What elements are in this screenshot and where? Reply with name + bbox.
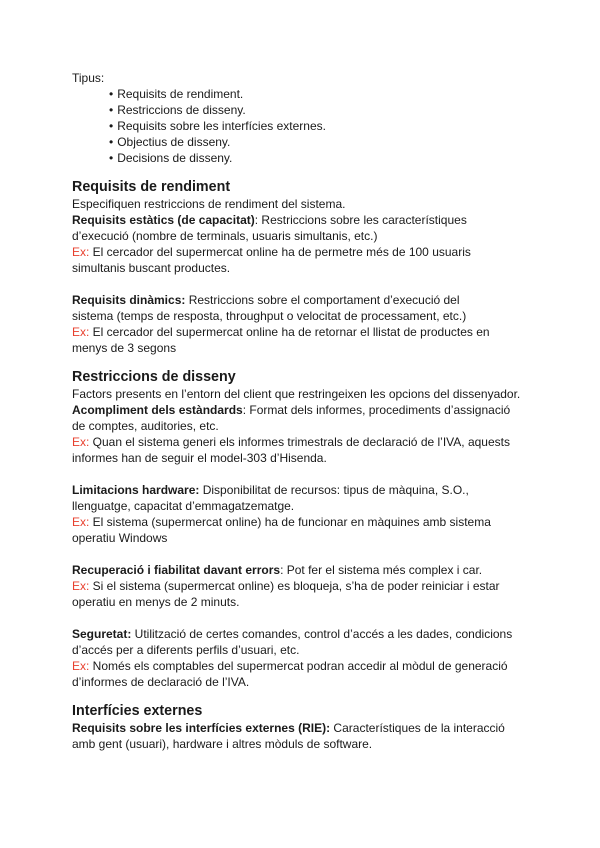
list-item: • Restriccions de disseny. [109,102,542,118]
heading-rendiment: Requisits de rendiment [72,179,231,195]
types-list [72,86,542,166]
recuperacio-paragraph: Recuperació i fiabilitat davant errors: Pot fer el sistema més complex i car. [72,563,483,577]
example-label: Ex: [72,325,90,339]
seguretat-example: Ex: Només els comptables del supermercat podran accedir al mòdul de generació [72,659,508,673]
rie-paragraph: Requisits sobre les interfícies externes (RIE): Característiques de la interacció [72,721,505,735]
heading-disseny: Restriccions de disseny [72,369,236,385]
list-item: • Requisits sobre les interfícies externes. [109,118,542,134]
rendiment-desc: Especifiquen restriccions de rendiment del sistema. [72,197,346,211]
estandards-paragraph: Acompliment dels estàndards: Format dels informes, procediments d’assignació [72,403,511,417]
rie-term: Requisits sobre les interfícies externes (RIE): [72,721,331,735]
dinamics-example: Ex: El cercador del supermercat online ha de retornar el llistat de productes en [72,325,490,339]
hardware-example: Ex: El sistema (supermercat online) ha de funcionar en màquines amb sistema [72,515,491,529]
hardware-example-cont: operatiu Windows [72,531,168,545]
recuperacio-example-cont: operatiu en menys de 2 minuts. [72,595,240,609]
dinamics-example-cont: menys de 3 segons [72,341,177,355]
estatics-text: d’execució (nombre de terminals, usuaris simultanis, etc.) [72,229,378,243]
dinamics-paragraph: Requisits dinàmics: Restriccions sobre el comportament d’execució del [72,293,460,307]
estandards-example: Ex: Quan el sistema generi els informes trimestrals de declaració de l’IVA, aquests [72,435,510,449]
dinamics-text: sistema (temps de resposta, throughput o velocitat de processament, etc.) [72,309,467,323]
seguretat-paragraph: Seguretat: Utilització de certes comandes, control d’accés a les dades, condicions [72,627,513,641]
recuperacio-example: Ex: Si el sistema (supermercat online) es bloqueja, s’ha de poder reiniciar i estar [72,579,500,593]
rie-text: amb gent (usuari), hardware i altres mòduls de software. [72,737,373,751]
types-label: Tipus: [72,71,105,85]
example-label: Ex: [72,659,90,673]
example-label: Ex: [72,515,90,529]
heading-interficies: Interfícies externes [72,703,203,719]
estandards-term: Acompliment dels estàndards [72,403,243,417]
list-item: • Requisits de rendiment. [109,86,542,102]
estatics-paragraph: Requisits estàtics (de capacitat): Restriccions sobre les característiques [72,213,467,227]
estatics-example: Ex: El cercador del supermercat online ha de permetre més de 100 usuaris [72,245,471,259]
example-label: Ex: [72,435,90,449]
seguretat-term: Seguretat: [72,627,132,641]
recuperacio-term: Recuperació i fiabilitat davant errors [72,563,281,577]
seguretat-example-cont: d’informes de declaració de l’IVA. [72,675,250,689]
disseny-desc: Factors presents en l’entorn del client que restringeixen les opcions del dissenyador. [72,387,521,401]
seguretat-text: d’accés per a diferents perfils d’usuari, etc. [72,643,300,657]
list-item: • Objectius de disseny. [109,134,542,150]
example-label: Ex: [72,245,90,259]
document-page [72,70,542,752]
estatics-example-cont: simultanis buscant productes. [72,261,231,275]
list-item: • Decisions de disseny. [109,150,542,166]
hardware-term: Limitacions hardware: [72,483,200,497]
hardware-text: llenguatge, capacitat d’emmagatzematge. [72,499,295,513]
estandards-example-cont: informes han de seguir el model-303 d’Hisenda. [72,451,327,465]
estatics-term: Requisits estàtics (de capacitat) [72,213,255,227]
dinamics-term: Requisits dinàmics: [72,293,186,307]
example-label: Ex: [72,579,90,593]
hardware-paragraph: Limitacions hardware: Disponibilitat de recursos: tipus de màquina, S.O., [72,483,469,497]
estandards-text: de comptes, auditories, etc. [72,419,219,433]
